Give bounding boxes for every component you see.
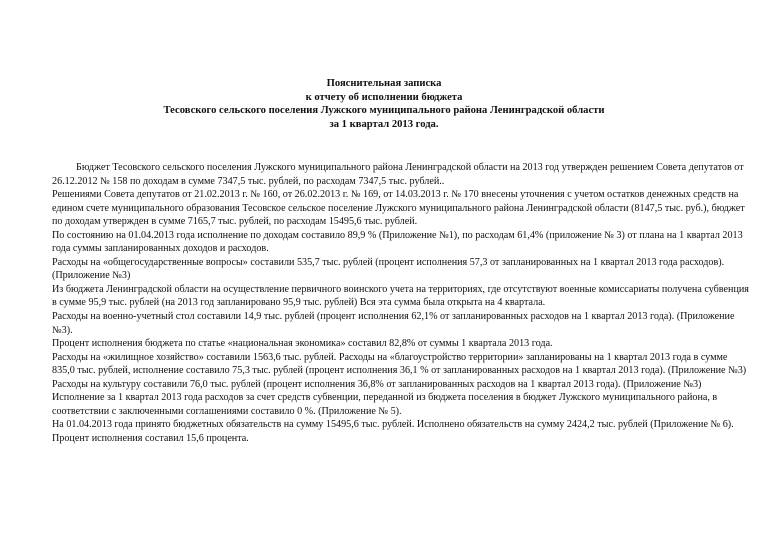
paragraph-military-desk: Расходы на военно-учетный стол составили 14,9 тыс. рублей (процент исполнения 62,1% от запланированных расходов на 1 квартал 2013 года). (Приложение №3).	[52, 311, 735, 336]
title-line-subject: к отчету об исполнении бюджета	[305, 91, 463, 103]
paragraph-general-expenses: Расходы на «общегосударственные вопросы» составили 535,7 тыс. рублей (процент исполнения 57,3 от запланированных на 1 квартал 2013 года расходов). (Приложение №3)	[52, 256, 725, 282]
document-title	[0, 77, 768, 131]
paragraph-military-subvention: Из бюджета Ленинградской области на осуществление первичного воинского учета на территориях, где отсутствуют военные комиссариаты получена субвенция в сумме 95,9 тыс. рублей (на 2013 год запланировано 95,9 тыс. рублей) Вся эта сумма была открыта на 4 квартала.	[52, 283, 749, 309]
title-line-period: за 1 квартал 2013 года.	[329, 118, 439, 130]
title-line-heading: Пояснительная записка	[326, 78, 442, 89]
paragraph-subvention-execution: Исполнение за 1 квартал 2013 года расходов за счет средств субвенции, переданной из бюджета поселения в бюджет Лужского муниципального района, в соответствии с заключенными соглашениями составило 0 %. (Приложение № 5).	[52, 392, 718, 417]
paragraph-housing-improvement: Расходы на «жилищное хозяйство» составили 1563,6 тыс. рублей. Расходы на «благоустройство территории» запланированы на 1 квартал 2013 года в сумме 835,0 тыс. рублей, исполнение составило 75,3 тыс. рублей (процент исполнения 36,1 % от запланированных расходов на 1 квартал 2013 года). (Приложение №3)	[52, 351, 747, 377]
paragraph-national-economy: Процент исполнения бюджета по статье «национальная экономика» составил 82,8% от суммы 1 квартала 2013 года.	[52, 338, 553, 350]
paragraph-obligations: На 01.04.2013 года принято бюджетных обязательств на сумму 15495,6 тыс. рублей. Исполнено обязательств на сумму 2424,2 тыс. рублей (Приложение № 6). Процент исполнения составил 15,6 процента.	[52, 419, 734, 444]
paragraph-culture: Расходы на культуру составили 76,0 тыс. рублей (процент исполнения 36,8% от запланированных расходов на 1 квартал 2013 года). (Приложение №3)	[52, 378, 702, 390]
paragraph-budget-approval: Бюджет Тесовского сельского поселения Лужского муниципального района Ленинградской области на 2013 год утвержден решением Совета депутатов от 26.12.2012 № 158 по доходам в сумме 7347,5 тыс. рублей, по расходам 7347,5 тыс. рублей..	[52, 162, 744, 187]
paragraph-budget-amendments: Решениями Совета депутатов от 21.02.2013 г. № 160, от 26.02.2013 г. № 169, от 14.03.2013 г. № 170 внесены уточнения с учетом остатков денежных средств на едином счете муниципального образования Тесовское сельское поселение Лужского муниципального района Ленинградской области (8147,5 тыс. руб.), бюджет по доходам утвержден в сумме 7165,7 тыс. рублей, по расходам 15495,6 тыс. рублей.	[52, 189, 745, 228]
paragraph-execution-status: По состоянию на 01.04.2013 года исполнение по доходам составило 89,9 % (Приложение №1), по расходам 61,4% (приложение № 3) от плана на 1 квартал 2013 года суммы запланированных доходов и расходов.	[52, 229, 743, 255]
document-body	[52, 161, 752, 445]
title-line-municipality: Тесовского сельского поселения Лужского муниципального района Ленинградской области	[163, 105, 605, 116]
